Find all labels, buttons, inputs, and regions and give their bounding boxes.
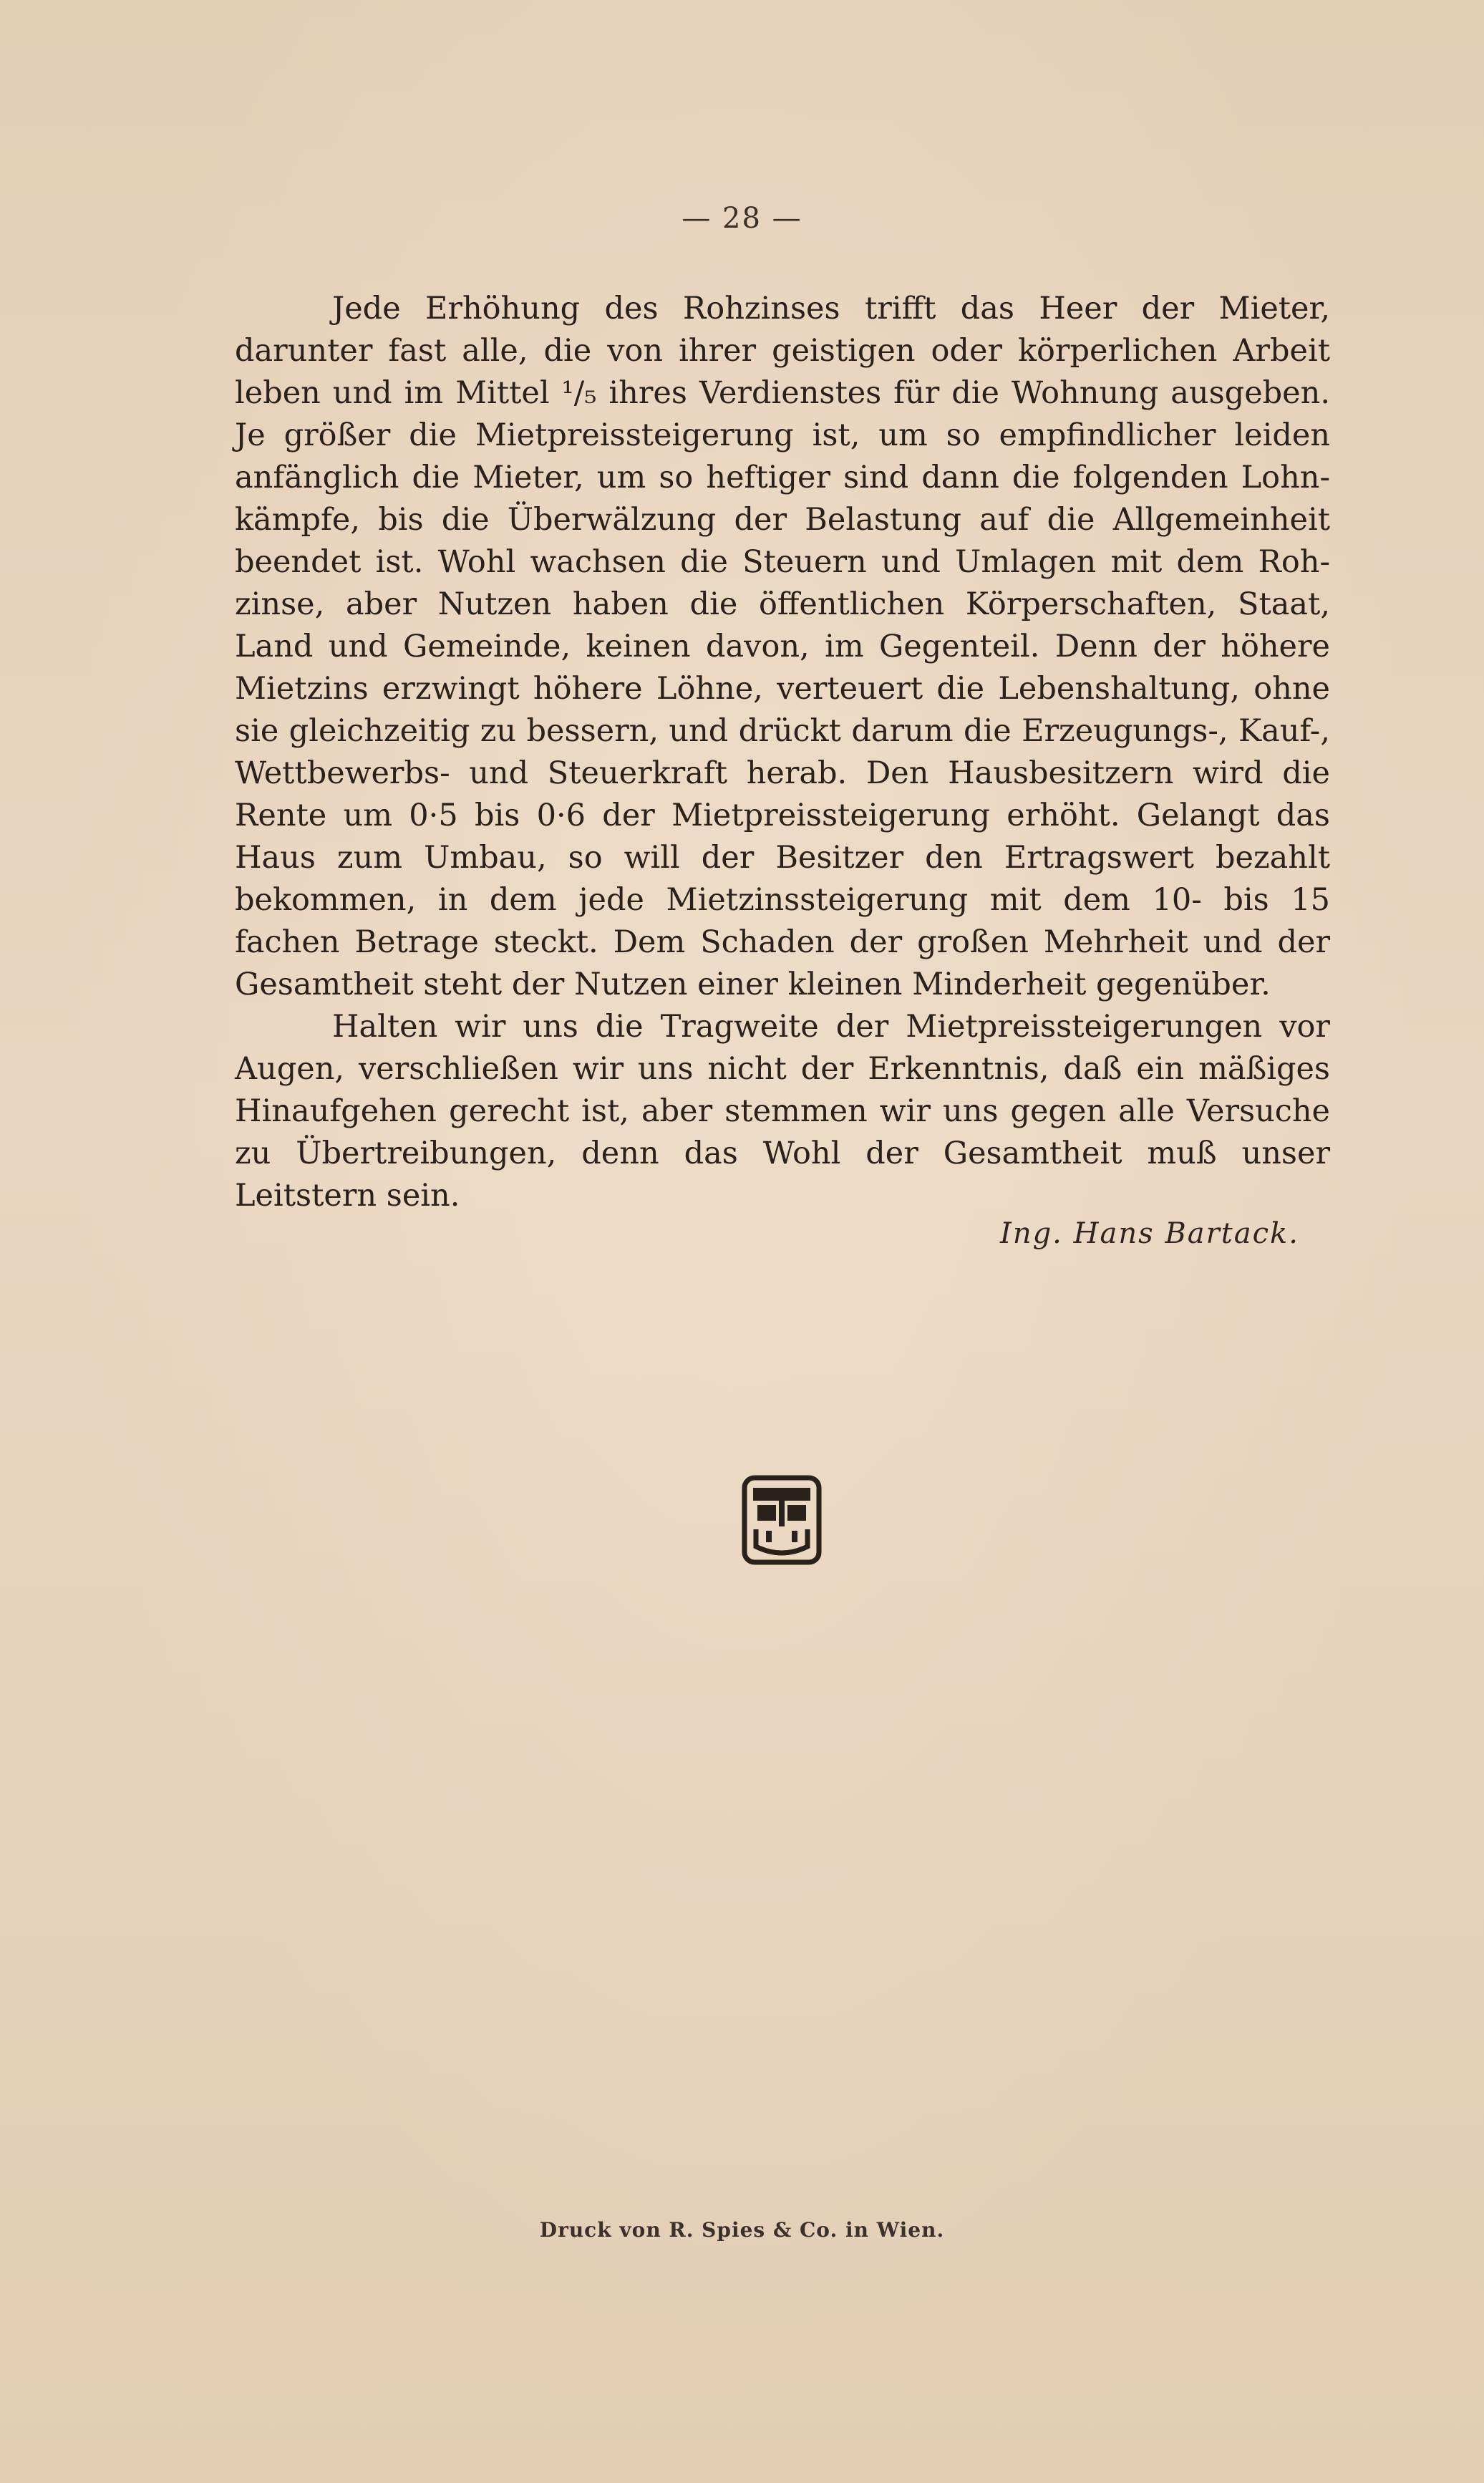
printer-imprint: Druck von R. Spies & Co. in Wien. — [539, 2218, 945, 2242]
paragraph-1: Jede Erhöhung des Rohzinses trifft das Heer der Mieter, darunter fast alle, die von ihrer geistigen oder körperlichen Arbeit leben und im Mittel ¹/₅ ihres Verdienstes für die Wohnung ausgeben. Je größer die Mietpreissteigerung ist, um so empfindlicher leiden anfänglich die Mieter, um so heftiger sind dann die folgenden Lohnkämpfe, bis die Überwälzung der Belastung auf die Allgemeinheit beendet ist. Wohl wachsen die Steuern und Umlagen mit dem Rohzinse, aber Nutzen haben die öffentlichen Körperschaften, Staat, Land und Gemeinde, keinen davon, im Gegenteil. Denn der höhere Mietzins erzwingt höhere Löhne, verteuert die Lebenshaltung, ohne sie gleichzeitig zu bessern, und drückt darum die Erzeugungs-, Kauf-, Wettbewerbs- und Steuerkraft herab. Den Hausbesitzern wird die Rente um 0·5 bis 0·6 der Mietpreissteigerung erhöht. Gelangt das Haus zum Umbau, so will der Besitzer den Ertragswert bezahlt bekommen, in dem jede Mietzinssteigerung mit dem 10- bis 15 fachen Betrage steckt. Dem Schaden der großen Mehrheit und der Gesamtheit steht der Nutzen einer kleinen Minderheit gegenüber. — [235, 291, 1330, 1002]
body-text — [235, 288, 1330, 1217]
author-signature: Ing. Hans Bartack. — [1000, 1217, 1299, 1250]
paragraph-2: Halten wir uns die Tragweite der Mietpreissteigerungen vor Augen, verschließen wir uns nicht der Erkenntnis, daß ein mäßiges Hinaufgehen gerecht ist, aber stemmen wir uns gegen alle Versuche zu Übertreibungen, denn das Wohl der Gesamtheit muß unser Leitstern sein. — [235, 1009, 1330, 1214]
page-number: — 28 — — [682, 202, 802, 235]
printer-ornament-icon — [742, 1475, 822, 1565]
